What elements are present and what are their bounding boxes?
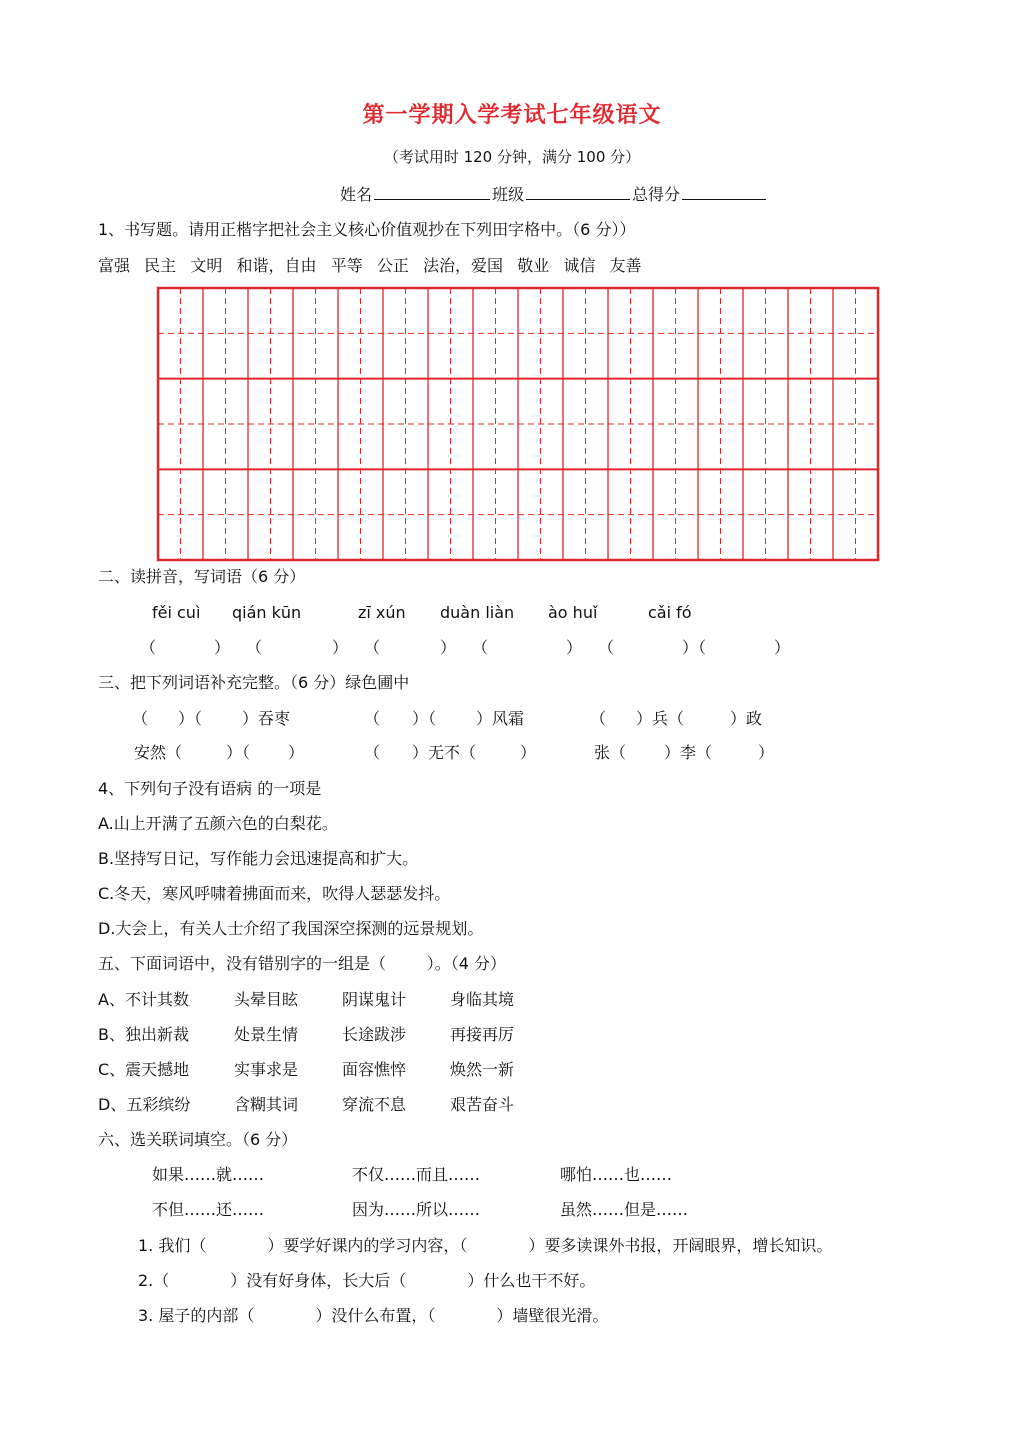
bracket: （	[364, 638, 381, 657]
q4-option-a[interactable]: A.山上开满了五颜六色的白梨花。	[98, 814, 338, 833]
q6-sentence-3[interactable]: 3. 屋子的内部（ ）没什么布置，（ ）墙壁很光滑。	[138, 1306, 609, 1325]
idiom-part: ）吞枣	[242, 709, 291, 728]
idiom-part: ）（	[178, 709, 203, 728]
name-field[interactable]	[374, 183, 490, 200]
idiom-part: ）无不（	[412, 743, 477, 762]
page-title: 第一学期入学考试七年级语文	[362, 103, 662, 128]
idiom-part: （	[364, 743, 381, 762]
word: 处景生情	[234, 1025, 299, 1044]
conjunction-pair: 不但……还……	[152, 1200, 265, 1219]
bracket: （	[472, 638, 489, 657]
name-label: 姓名	[340, 185, 373, 204]
bracket: （	[140, 638, 157, 657]
idiom-part: 张（	[594, 743, 627, 762]
q6-prompt: 六、选关联词填空。（6 分）	[98, 1130, 298, 1149]
idiom-part: ）	[520, 743, 537, 762]
score-label: 总得分	[632, 185, 681, 204]
conjunction-pair: 如果……就……	[152, 1165, 265, 1184]
word: 实事求是	[234, 1060, 299, 1079]
word: 艰苦奋斗	[450, 1095, 515, 1114]
word: C、震天撼地	[98, 1060, 190, 1079]
conjunction-pair: 因为……所以……	[352, 1200, 481, 1219]
bracket: ）	[440, 638, 457, 657]
q4-prompt: 4、下列句子没有语病 的一项是	[98, 779, 322, 798]
word: 身临其境	[450, 990, 515, 1009]
score-field[interactable]	[682, 183, 766, 200]
bracket: ）	[214, 638, 231, 657]
q5-prompt: 五、下面词语中，没有错别字的一组是（ ）。（4 分）	[98, 954, 506, 973]
idiom-part: （	[364, 709, 381, 728]
tianzi-grid[interactable]	[156, 286, 880, 564]
word: 含糊其词	[234, 1095, 299, 1114]
pinyin-item: qián kūn	[232, 603, 302, 622]
conjunction-pair: 虽然……但是……	[560, 1200, 689, 1219]
idiom-part: 安然（	[134, 743, 183, 762]
word: D、五彩缤纷	[98, 1095, 191, 1114]
idiom-part: ）兵（	[636, 709, 685, 728]
q4-option-c[interactable]: C.冬天，寒风呼啸着拂面而来，吹得人瑟瑟发抖。	[98, 884, 451, 903]
bracket: （	[246, 638, 263, 657]
q6-sentence-1[interactable]: 1. 我们（ ）要学好课内的学习内容，（ ）要多读课外书报，开阔眼界，增长知识。	[138, 1236, 833, 1255]
idiom-part: ）（	[226, 743, 251, 762]
pinyin-item: cǎi fó	[648, 603, 692, 622]
q4-option-d[interactable]: D.大会上，有关人士介绍了我国深空探测的远景规划。	[98, 919, 484, 938]
q1-prompt: 1、书写题。请用正楷字把社会主义核心价值观抄在下列田字格中。（6 分））	[98, 220, 636, 239]
pinyin-item: zī xún	[358, 603, 406, 622]
word: B、独出新裁	[98, 1025, 189, 1044]
word: 穿流不息	[342, 1095, 407, 1114]
conjunction-pair: 哪怕……也……	[560, 1165, 673, 1184]
student-info-line	[340, 182, 768, 205]
idiom-part: ）	[758, 743, 775, 762]
bracket: ）（	[682, 638, 707, 657]
q3-prompt: 三、把下列词语补充完整。（6 分）绿色圃中	[98, 673, 410, 692]
idiom-part: ）政	[730, 709, 763, 728]
q2-prompt: 二、读拼音，写词语（6 分）	[98, 567, 306, 586]
idiom-part: ）（	[412, 709, 437, 728]
bracket: ）	[332, 638, 349, 657]
q1-words: 富强 民主 文明 和谐，自由 平等 公正 法治，爱国 敬业 诚信 友善	[98, 256, 642, 275]
bracket: （	[598, 638, 615, 657]
q6-sentence-2[interactable]: 2.（ ）没有好身体，长大后（ ）什么也干不好。	[138, 1271, 596, 1290]
word: 再接再厉	[450, 1025, 515, 1044]
idiom-part: （	[590, 709, 607, 728]
word: 头晕目眩	[234, 990, 299, 1009]
exam-subtitle: （考试用时 120 分钟，满分 100 分）	[383, 148, 641, 166]
pinyin-item: ào huǐ	[548, 603, 598, 622]
idiom-part: ）	[288, 743, 305, 762]
class-field[interactable]	[526, 183, 630, 200]
idiom-part: ）风霜	[476, 709, 525, 728]
bracket: ）	[566, 638, 583, 657]
idiom-part: （	[132, 709, 149, 728]
conjunction-pair: 不仅……而且……	[352, 1165, 481, 1184]
bracket: ）	[774, 638, 791, 657]
word: 焕然一新	[450, 1060, 515, 1079]
word: 面容憔悴	[342, 1060, 407, 1079]
word: A、不计其数	[98, 990, 189, 1009]
word: 长途跋涉	[342, 1025, 407, 1044]
pinyin-item: fěi cuì	[152, 603, 201, 622]
word: 阴谋鬼计	[342, 990, 407, 1009]
pinyin-item: duàn liàn	[440, 603, 515, 622]
idiom-part: ）李（	[664, 743, 713, 762]
class-label: 班级	[492, 185, 525, 204]
q4-option-b[interactable]: B.坚持写日记，写作能力会迅速提高和扩大。	[98, 849, 419, 868]
